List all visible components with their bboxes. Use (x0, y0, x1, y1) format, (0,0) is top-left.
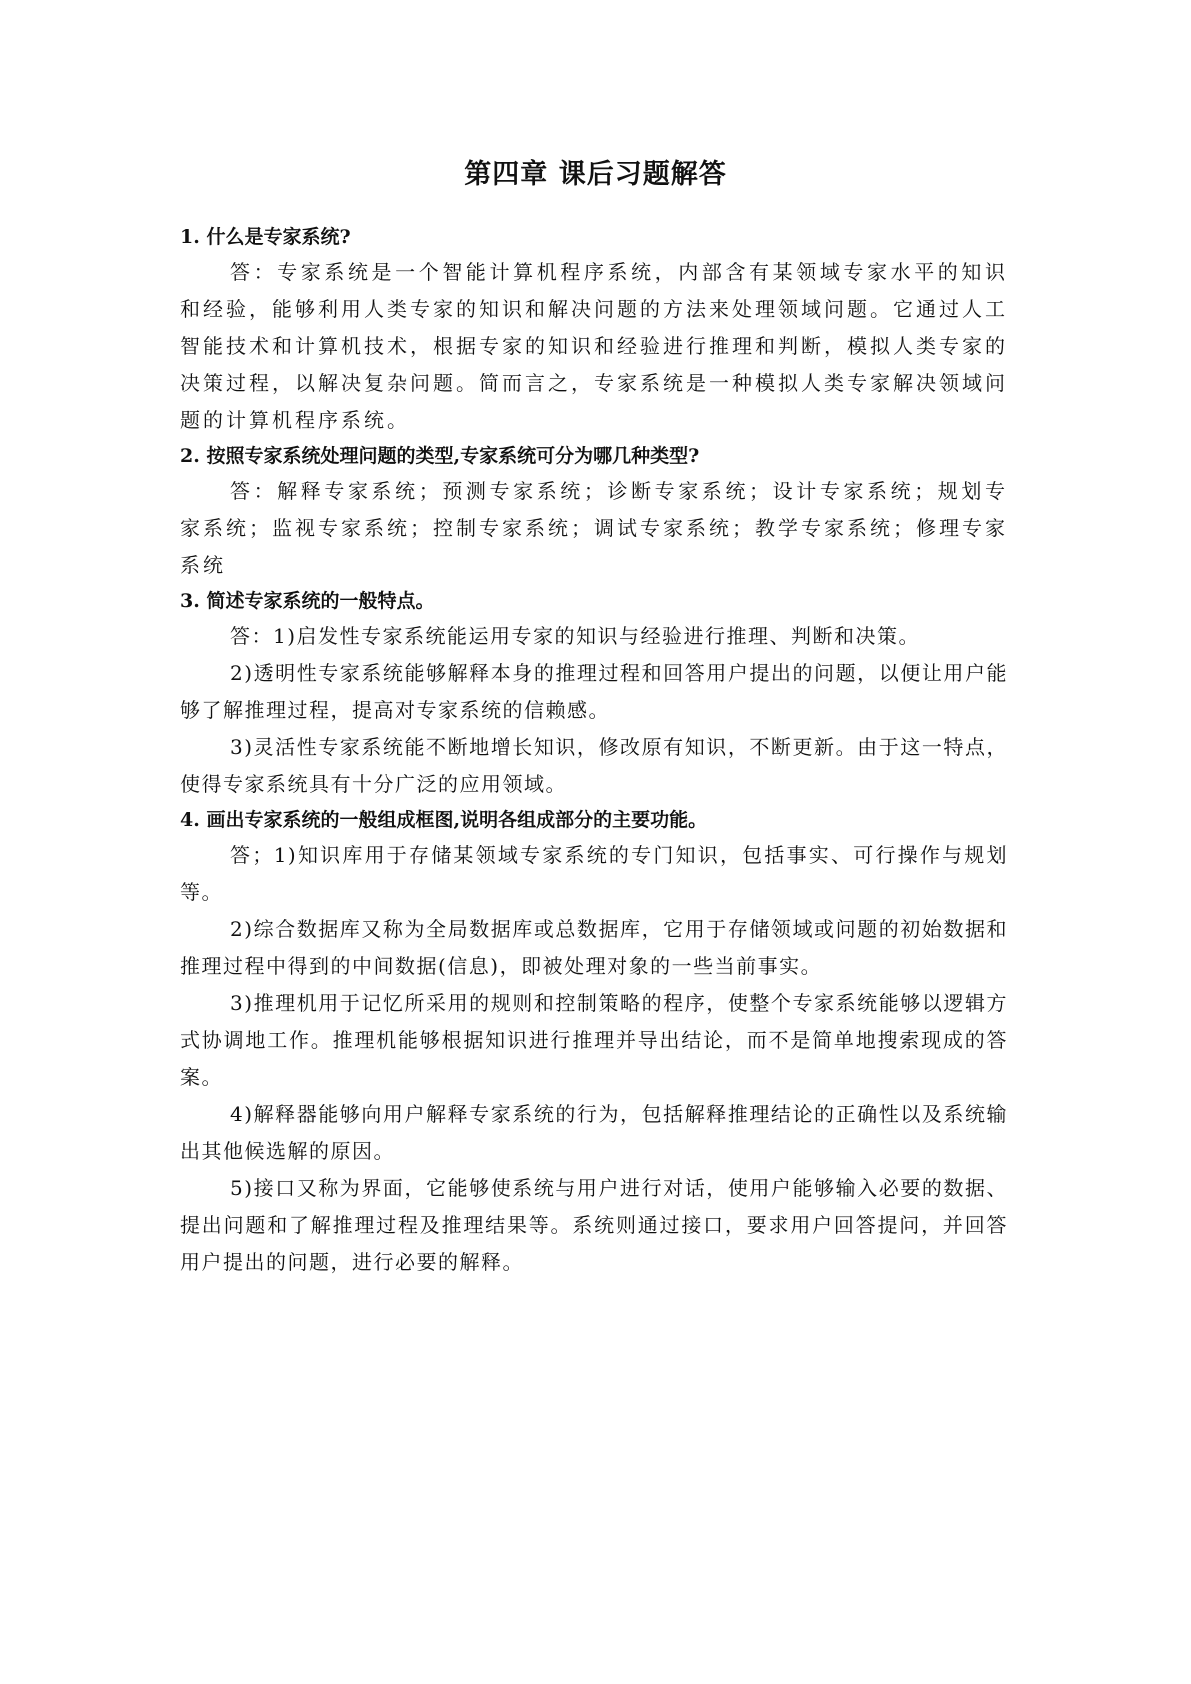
page-title: 第四章 课后习题解答 (464, 159, 727, 190)
answer-2-paragraph-1: 答：解释专家系统；预测专家系统；诊断专家系统；设计专家系统；规划专家系统；监视专家系统；控制专家系统；调试专家系统；教学专家系统；修理专家系统 (180, 479, 1008, 577)
question-3: 3. 简述专家系统的一般特点。 (180, 590, 435, 612)
answer-3-paragraph-1: 答：1)启发性专家系统能运用专家的知识与经验进行推理、判断和决策。 (230, 624, 921, 648)
answer-4-paragraph-1: 答；1)知识库用于存储某领域专家系统的专门知识，包括事实、可行操作与规划等。 (180, 843, 1008, 904)
question-4: 4. 画出专家系统的一般组成框图,说明各组成部分的主要功能。 (180, 809, 708, 831)
answer-4-paragraph-3: 3)推理机用于记忆所采用的规则和控制策略的程序，使整个专家系统能够以逻辑方式协调地工作。推理机能够根据知识进行推理并导出结论，而不是简单地搜索现成的答案。 (180, 991, 1008, 1089)
answer-4-paragraph-2: 2)综合数据库又称为全局数据库或总数据库，它用于存储领域或问题的初始数据和推理过程中得到的中间数据(信息)，即被处理对象的一些当前事实。 (180, 917, 1008, 978)
document-body (180, 220, 1008, 1281)
answer-3-paragraph-2: 2)透明性专家系统能够解释本身的推理过程和回答用户提出的问题，以便让用户能够了解推理过程，提高对专家系统的信赖感。 (180, 661, 1008, 722)
question-2: 2. 按照专家系统处理问题的类型,专家系统可分为哪几种类型? (180, 445, 700, 467)
answer-4-paragraph-4: 4)解释器能够向用户解释专家系统的行为，包括解释推理结论的正确性以及系统输出其他候选解的原因。 (180, 1102, 1008, 1163)
section-2 (180, 439, 1008, 584)
answer-4-paragraph-5: 5)接口又称为界面，它能够使系统与用户进行对话，使用户能够输入必要的数据、提出问题和了解推理过程及推理结果等。系统则通过接口，要求用户回答提问，并回答用户提出的问题，进行必要的解释。 (180, 1176, 1008, 1274)
answer-3-paragraph-3: 3)灵活性专家系统能不断地增长知识，修改原有知识，不断更新。由于这一特点，使得专家系统具有十分广泛的应用领域。 (180, 735, 1008, 796)
section-1 (180, 220, 1008, 439)
section-4 (180, 803, 1008, 1281)
section-3 (180, 584, 1008, 803)
answer-1-paragraph-1: 答：专家系统是一个智能计算机程序系统，内部含有某领域专家水平的知识和经验，能够利用人类专家的知识和解决问题的方法来处理领域问题。它通过人工智能技术和计算机技术，根据专家的知识和经验进行推理和判断，模拟人类专家的决策过程，以解决复杂问题。简而言之，专家系统是一种模拟人类专家解决领域问题的计算机程序系统。 (180, 260, 1008, 432)
question-1: 1. 什么是专家系统? (180, 226, 351, 248)
